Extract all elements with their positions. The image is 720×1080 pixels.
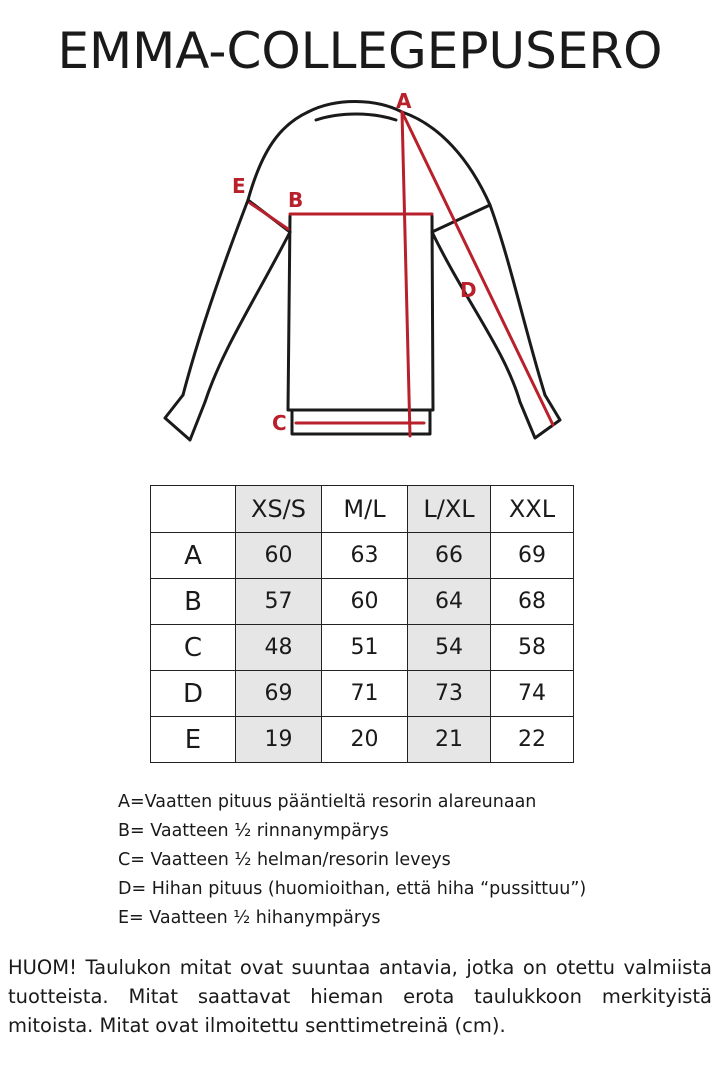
table-row xyxy=(151,533,574,579)
label-a: A xyxy=(396,89,412,113)
table-cell: 20 xyxy=(322,717,408,763)
table-cell: 69 xyxy=(491,533,574,579)
table-cell: 58 xyxy=(491,625,574,671)
measure-line-d xyxy=(402,112,553,425)
row-label: E xyxy=(151,717,236,763)
label-d: D xyxy=(460,278,477,302)
measure-line-a xyxy=(402,112,410,436)
table-cell: 57 xyxy=(236,579,322,625)
sweater-diagram xyxy=(0,80,720,460)
table-header-l-xl: L/XL xyxy=(408,486,491,533)
label-c: C xyxy=(272,411,287,435)
table-header-corner xyxy=(151,486,236,533)
row-label: D xyxy=(151,671,236,717)
table-cell: 60 xyxy=(322,579,408,625)
label-b: B xyxy=(288,188,304,212)
table-cell: 74 xyxy=(491,671,574,717)
table-cell: 66 xyxy=(408,533,491,579)
sweater-outline xyxy=(165,102,560,441)
table-cell: 63 xyxy=(322,533,408,579)
row-label: B xyxy=(151,579,236,625)
table-header-xs-s: XS/S xyxy=(236,486,322,533)
measurement-legend xyxy=(118,788,586,933)
size-table xyxy=(150,485,574,763)
table-cell: 71 xyxy=(322,671,408,717)
table-cell: 60 xyxy=(236,533,322,579)
row-label: A xyxy=(151,533,236,579)
table-cell: 21 xyxy=(408,717,491,763)
page-title: EMMA-COLLEGEPUSERO xyxy=(57,22,663,80)
table-cell: 69 xyxy=(236,671,322,717)
table-header-xxl: XXL xyxy=(491,486,574,533)
table-header-row xyxy=(151,486,574,533)
row-label: C xyxy=(151,625,236,671)
table-row xyxy=(151,717,574,763)
table-row xyxy=(151,579,574,625)
table-cell: 73 xyxy=(408,671,491,717)
label-e: E xyxy=(232,174,246,198)
legend-item-a: A=Vaatten pituus pääntieltä resorin alareunaan xyxy=(118,792,537,812)
table-cell: 22 xyxy=(491,717,574,763)
table-header-m-l: M/L xyxy=(322,486,408,533)
legend-item-b: B= Vaatteen ½ rinnanympärys xyxy=(118,821,389,841)
measure-line-e xyxy=(250,203,288,229)
table-cell: 48 xyxy=(236,625,322,671)
legend-item-d: D= Hihan pituus (huomioithan, että hiha “pussittuu”) xyxy=(118,879,587,899)
table-cell: 51 xyxy=(322,625,408,671)
table-row xyxy=(151,625,574,671)
table-cell: 54 xyxy=(408,625,491,671)
legend-item-e: E= Vaatteen ½ hihanympärys xyxy=(118,908,381,928)
table-cell: 68 xyxy=(491,579,574,625)
measurement-lines xyxy=(250,112,553,436)
table-row xyxy=(151,671,574,717)
legend-item-c: C= Vaatteen ½ helman/resorin leveys xyxy=(118,850,451,870)
table-cell: 19 xyxy=(236,717,322,763)
table-cell: 64 xyxy=(408,579,491,625)
disclaimer-note: HUOM! Taulukon mitat ovat suuntaa antavia, jotka on otettu valmiista tuotteista. Mitat saattavat hieman erota taulukkoon merkityistä mitoista. Mitat ovat ilmoitettu senttimetreinä (cm). xyxy=(8,956,712,1037)
